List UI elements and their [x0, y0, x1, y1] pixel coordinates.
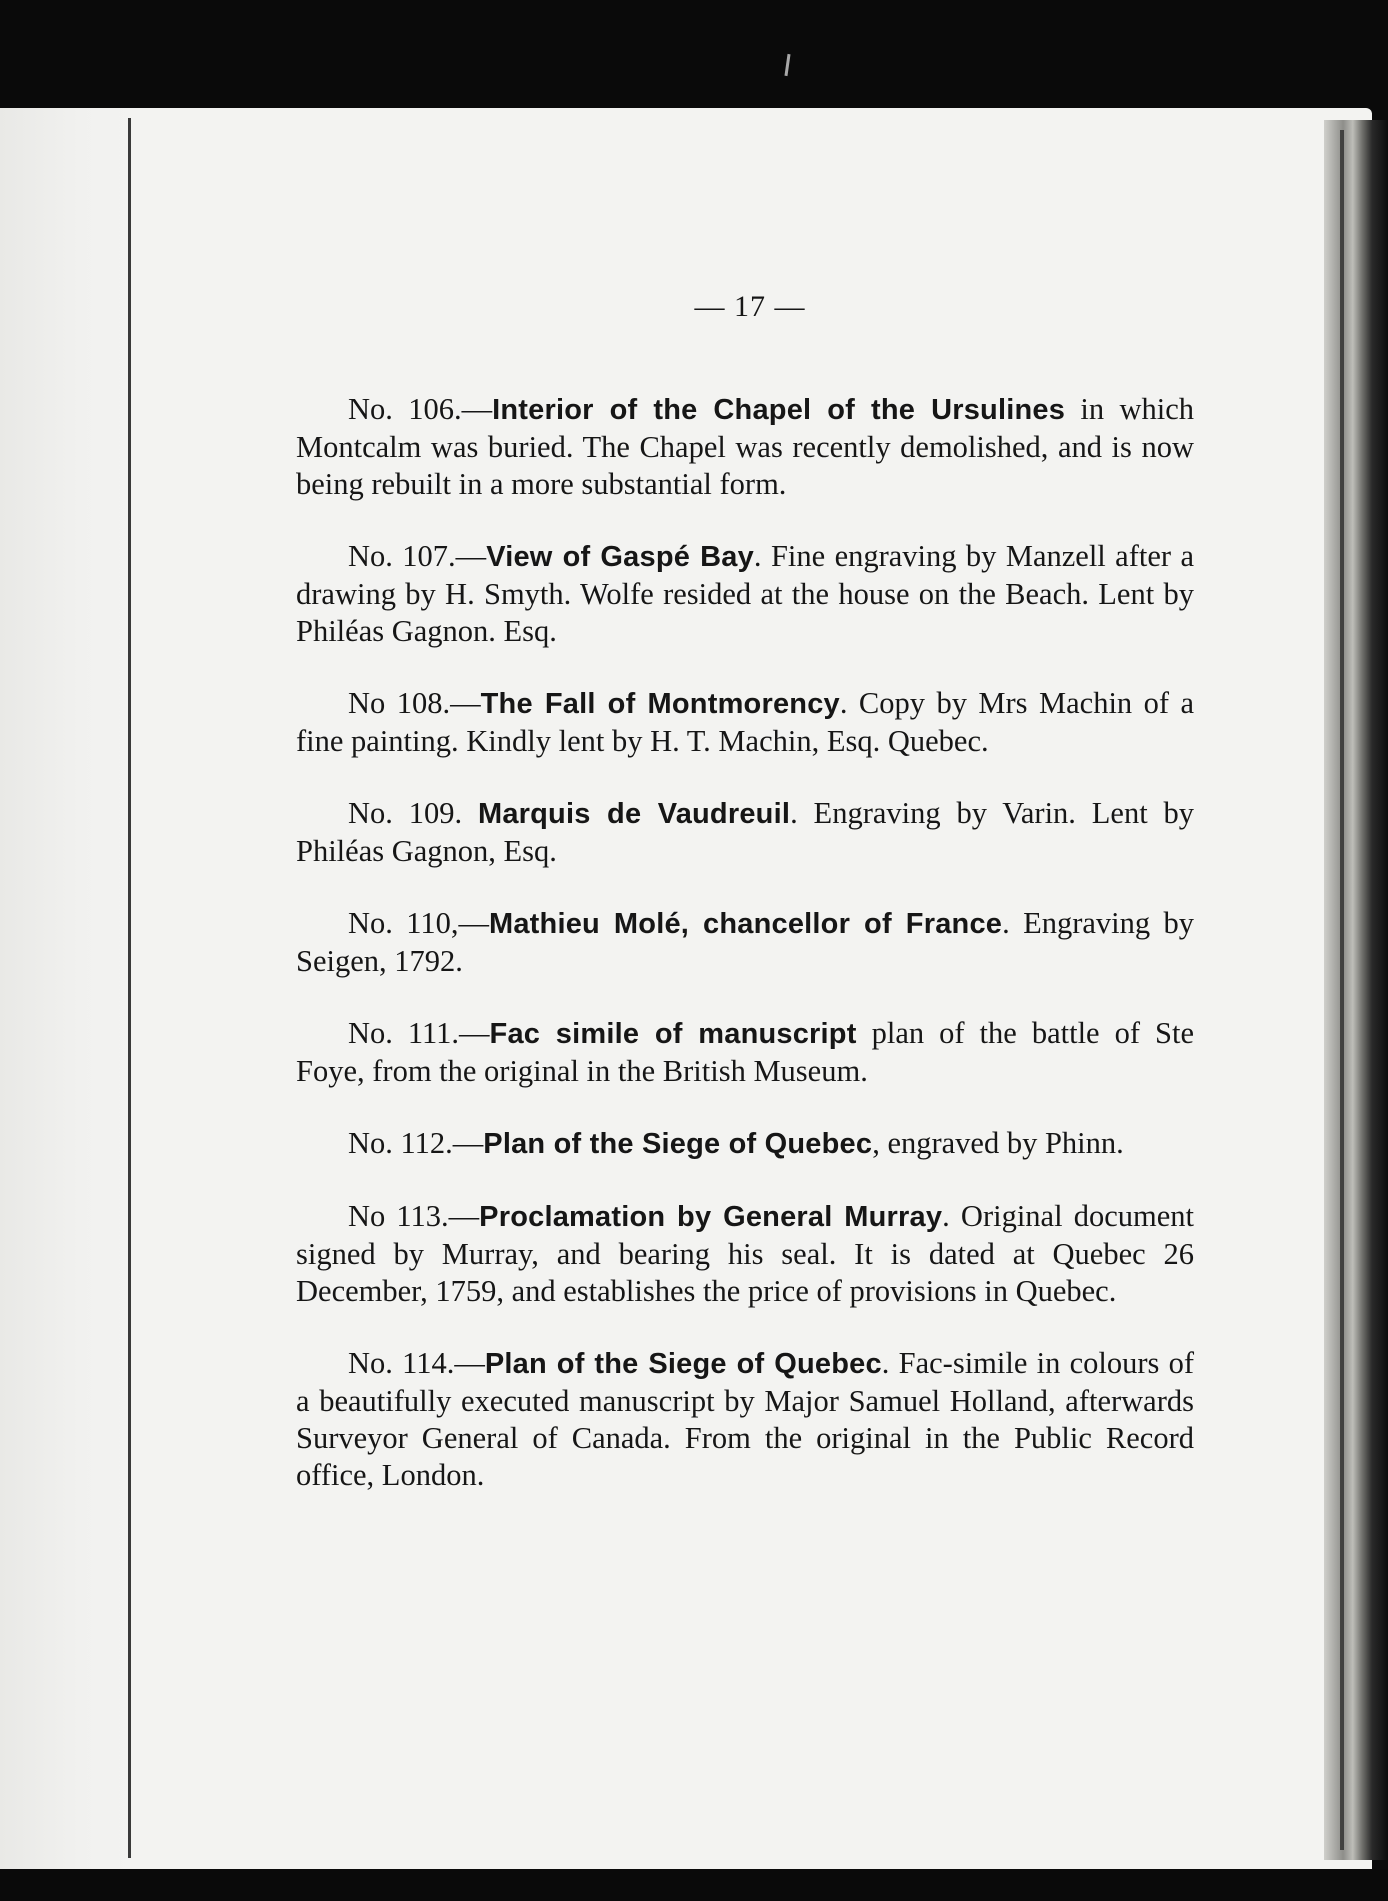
- page-number: — 17 —: [694, 290, 806, 323]
- entry-title: Proclamation by General Murray: [479, 1200, 943, 1233]
- catalogue-entry: [296, 1345, 1194, 1494]
- entry-description: . Copy by Mrs Machin of a fine painting. Kindly lent by H. T. Machin, Esq. Quebec.: [296, 685, 1194, 758]
- entry-title: Fac simile of manuscript: [489, 1017, 857, 1050]
- scan-top-border: [0, 0, 1388, 110]
- entry-title: Interior of the Chapel of the Ursulines: [492, 393, 1066, 426]
- entry-number: No. 114.—: [348, 1345, 485, 1380]
- catalogue-entry: [296, 1125, 1194, 1163]
- catalogue-entry: [296, 685, 1194, 760]
- catalogue-entry: [296, 795, 1194, 870]
- entry-description: . Fac-simile in colours of a beautifully executed manuscript by Major Samuel Holland, afterwards Surveyor General of Canada. From the original in the Public Record office, London.: [296, 1345, 1194, 1492]
- entry-number: No. 110,—: [348, 905, 489, 940]
- entry-description: . Engraving by Seigen, 1792.: [296, 905, 1194, 978]
- entry-description: . Engraving by Varin. Lent by Philéas Gagnon, Esq.: [296, 795, 1195, 868]
- catalogue-entry: [296, 1198, 1194, 1310]
- entry-title: Mathieu Molé, chancellor of France: [489, 907, 1003, 940]
- entry-description: . Fine engraving by Manzell after a drawing by H. Smyth. Wolfe resided at the house on the Beach. Lent by Philéas Gagnon. Esq.: [296, 538, 1194, 648]
- page-right-edge: [1324, 120, 1388, 1860]
- page-gutter-line: [128, 118, 131, 1858]
- page-right-edge-line: [1340, 130, 1344, 1850]
- catalogue-entry: [296, 391, 1194, 503]
- catalogue-entry: [296, 1015, 1194, 1090]
- page-left-margin: [0, 108, 132, 1872]
- entry-description: . Original document signed by Murray, and bearing his seal. It is dated at Quebec 26 December, 1759, and establishes the price of provisions in Quebec.: [296, 1198, 1194, 1308]
- catalogue-entry: [296, 905, 1194, 980]
- entry-title: The Fall of Montmorency: [480, 687, 840, 720]
- entry-description: in which Montcalm was buried. The Chapel was recently demolished, and is now being rebuilt in a more substantial form.: [296, 391, 1194, 501]
- entry-title: Plan of the Siege of Quebec: [484, 1347, 882, 1380]
- catalogue-entry: [296, 538, 1194, 650]
- entry-number: No. 112.—: [348, 1125, 484, 1160]
- entry-title: Marquis de Vaudreuil: [477, 797, 791, 830]
- entry-title: View of Gaspé Bay: [486, 540, 754, 573]
- catalogue-entries: [296, 360, 1194, 1529]
- entry-number: No. 107.—: [348, 538, 487, 573]
- entry-number: No. 109.: [348, 795, 478, 830]
- entry-description: plan of the battle of Ste Foye, from the original in the British Museum.: [296, 1015, 1195, 1088]
- scan-bottom-border: [0, 1869, 1388, 1901]
- entry-number: No. 106.—: [348, 391, 493, 426]
- entry-description: , engraved by Phinn.: [872, 1125, 1124, 1160]
- entry-number: No 113.—: [348, 1198, 480, 1233]
- entry-title: Plan of the Siege of Quebec: [483, 1127, 873, 1160]
- entry-number: No. 111.—: [348, 1015, 490, 1050]
- entry-number: No 108.—: [348, 685, 481, 720]
